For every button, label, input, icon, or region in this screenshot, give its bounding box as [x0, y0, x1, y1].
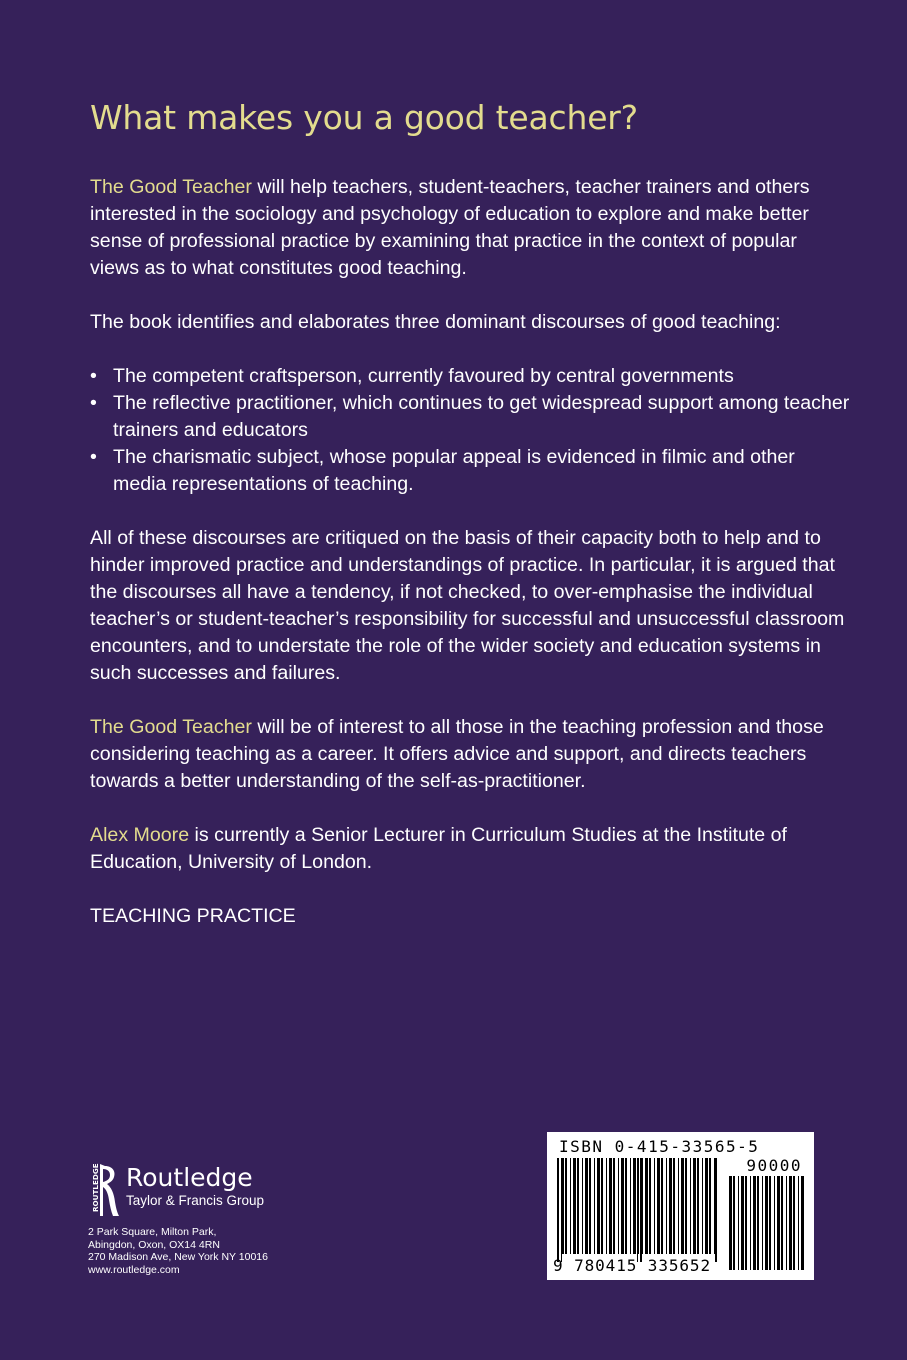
critique-paragraph: All of these discourses are critiqued on the basis of their capacity both to help and to hinder improved practice and understandings of practice. In particular, it is argued that the discourses all have a tendency, if not checked, to over-emphasise the individual teacher’s or student-teacher’s responsibility for successful and unsuccessful classroom encounters, and to understate the role of the wider society and education systems in such successes and failures. [90, 527, 845, 684]
isbn-barcode [547, 1132, 814, 1280]
discourses-intro: The book identifies and elaborates three dominant discourses of good teaching: [90, 311, 781, 333]
book-title-highlight: The Good Teacher [90, 176, 252, 198]
ean-digits: 9 780415 335652 [553, 1256, 711, 1275]
isbn-label: ISBN 0-415-33565-5 [559, 1137, 760, 1156]
address-line: 270 Madison Ave, New York NY 10016 [88, 1251, 268, 1263]
price-code: 90000 [746, 1156, 802, 1175]
audience-paragraph-text: will be of interest to all those in the teaching profession and those considering teaching as a career. It offers advice and support, and directs teachers towards a better understanding of the self-as-practitioner. [90, 716, 824, 792]
list-item: • The charismatic subject, whose popular appeal is evidenced in filmic and other media representations of teaching. [90, 444, 850, 498]
publisher-name: Routledge [126, 1163, 253, 1192]
publisher-address [88, 1226, 348, 1276]
book-title-highlight: The Good Teacher [90, 716, 252, 738]
back-cover-text [90, 96, 850, 930]
routledge-vertical-text: ROUTLEDGE [91, 1163, 100, 1212]
author-bio [90, 822, 850, 876]
list-item: • The competent craftsperson, currently favoured by central governments [90, 363, 850, 390]
publisher-website: www.routledge.com [88, 1263, 180, 1276]
intro-paragraph-text: will help teachers, student-teachers, teacher trainers and others interested in the sociology and psychology of education to explore and make better sense of professional practice by examining that practice in the context of popular views as to what constitutes good teaching. [90, 176, 810, 279]
publisher-group: Taylor & Francis Group [126, 1193, 265, 1208]
publisher-logo [88, 1160, 348, 1218]
routledge-logo-icon [88, 1160, 122, 1218]
intro-paragraph [90, 174, 850, 282]
subject-category: TEACHING PRACTICE [90, 905, 296, 927]
audience-paragraph [90, 714, 850, 795]
author-bio-text: is currently a Senior Lecturer in Curriculum Studies at the Institute of Education, University of London. [90, 824, 787, 873]
publisher-block [88, 1160, 348, 1276]
address-line: 2 Park Square, Milton Park, [88, 1226, 217, 1238]
discourses-list [90, 363, 850, 498]
headline: What makes you a good teacher? [90, 98, 638, 137]
address-line: Abingdon, Oxon, OX14 4RN [88, 1238, 220, 1251]
list-item: • The reflective practitioner, which continues to get widespread support among teacher trainers and educators [90, 390, 850, 444]
author-name: Alex Moore [90, 824, 190, 846]
